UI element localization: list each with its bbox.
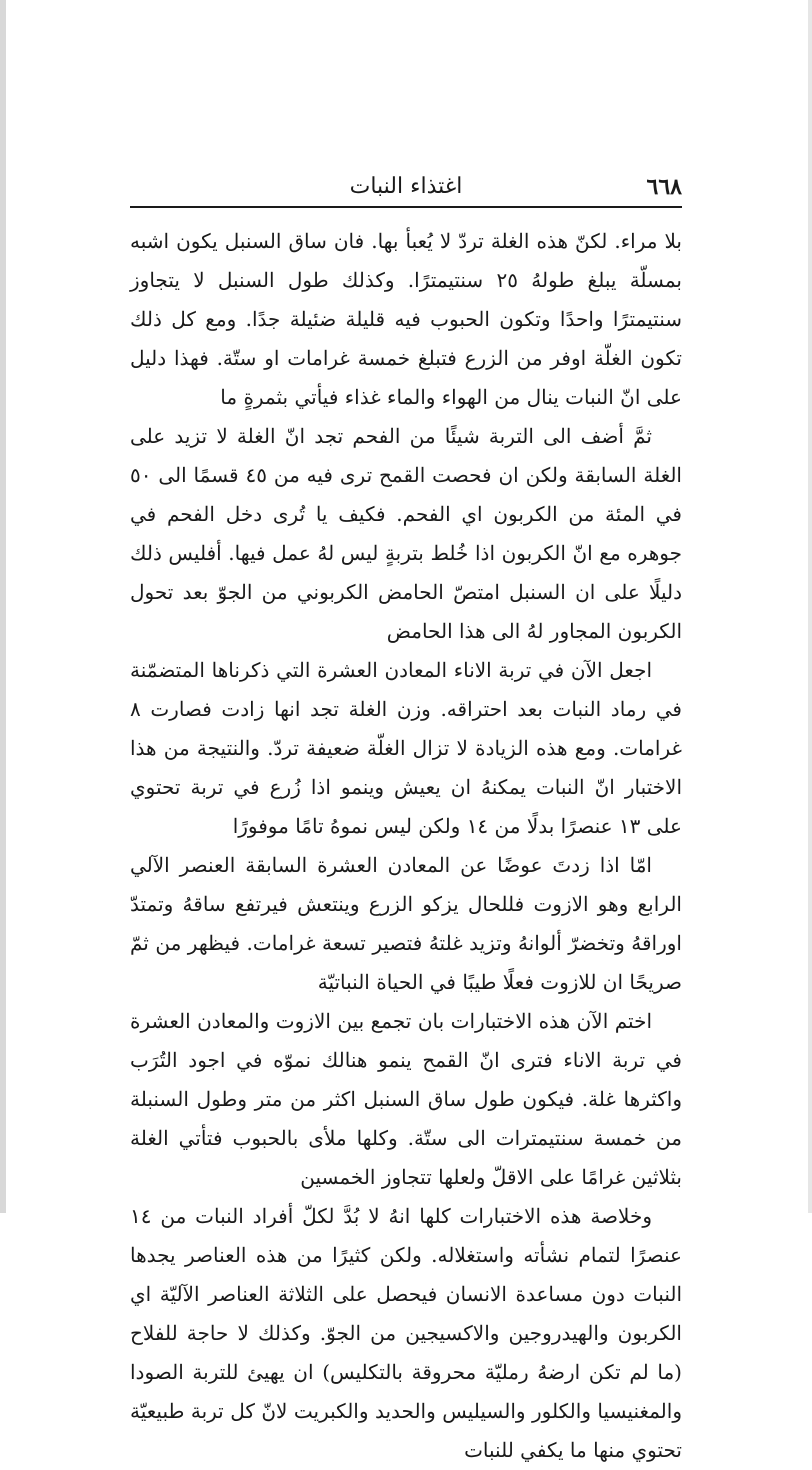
header-rule (130, 206, 682, 208)
page-header (130, 168, 682, 208)
paragraph: امّا اذا زدتَ عوضًا عن المعادن العشرة السابقة العنصر الآلي الرابع وهو الازوت فللحال يزكو الزرع وينتعش فيرتفع ساقهُ وتمتدّ اوراقهُ وتخضرّ ألوانهُ وتزيد غلتهُ فتصير تسعة غرامات. فيظهر من ثمّ صريحًا ان للازوت فعلًا طيبًا في الحياة النباتيّة (130, 853, 682, 994)
page-number: ٦٦٨ (646, 174, 682, 200)
running-title: اغتذاء النبات (349, 174, 463, 199)
body-text (130, 222, 682, 1470)
paragraph: بلا مراء. لكنّ هذه الغلة تردّ لا يُعبأ بها. فان ساق السنبل يكون اشبه بمسلّة يبلغ طولهُ ٢٥ سنتيمترًا. وكذلك طول السنبل لا يتجاوز سنتيمترًا واحدًا وتكون الحبوب فيه قليلة ضئيلة جدًا. ومع كل ذلك تكون الغلّة اوفر من الزرع فتبلغ خمسة غرامات او ستّة. فهذا دليل على انّ النبات ينال من الهواء والماء غذاء فيأتي بثمرةٍ ما (130, 229, 683, 409)
paragraph: اجعل الآن في تربة الاناء المعادن العشرة التي ذكرناها المتضمّنة في رماد النبات بعد احتراقه. وزن الغلة تجد انها زادت فصارت ٨ غرامات. ومع هذه الزيادة لا تزال الغلّة ضعيفة تردّ. والنتيجة من هذا الاختبار انّ النبات يمكنهُ ان يعيش وينمو اذا زُرع في تربة تحتوي على ١٣ عنصرًا بدلًا من ١٤ ولكن ليس نموهُ تامًا موفورًا (130, 658, 682, 838)
paragraph: اختم الآن هذه الاختبارات بان تجمع بين الازوت والمعادن العشرة في تربة الاناء فترى انّ القمح ينمو هنالك نموّه في اجود التُرَب واكثرها غلة. فيكون طول ساق السنبل اكثر من متر وطول السنبلة من خمسة سنتيمترات الى ستّة. وكلها ملأى بالحبوب فتأتي الغلة بثلاثين غرامًا على الاقلّ ولعلها تتجاوز الخمسين (130, 1009, 682, 1189)
paragraph: وخلاصة هذه الاختبارات كلها انهُ لا بُدَّ لكلّ أفراد النبات من ١٤ عنصرًا لتمام نشأته واستغلاله. ولكن كثيرًا من هذه العناصر يجدها النبات دون مساعدة الانسان فيحصل على الثلاثة العناصر الآليّة اي الكربون والهيدروجين والاكسيجين من الجوّ. وكذلك لا حاجة للفلاح (ما لم تكن ارضهُ رمليّة محروقة بالتكليس) ان يهيئ للتربة الصودا والمغنيسيا والكلور والسيليس والحديد والكبريت لانّ كل تربة طبيعيّة تحتوي منها ما يكفي للنبات (130, 1204, 683, 1462)
paragraph: ثمَّ أضف الى التربة شيئًا من الفحم تجد انّ الغلة لا تزيد على الغلة السابقة ولكن ان فحصت القمح ترى فيه من ٤٥ قسمًا الى ٥٠ في المئة من الكربون اي الفحم. فكيف يا تُرى دخل الفحم في جوهره مع انّ الكربون اذا خُلط بتربةٍ ليس لهُ عمل فيها. أفليس ذلك دليلًا على ان السنبل امتصّ الحامض الكربوني من الجوّ بعد تحول الكربون المجاور لهُ الى هذا الحامض (130, 424, 682, 643)
